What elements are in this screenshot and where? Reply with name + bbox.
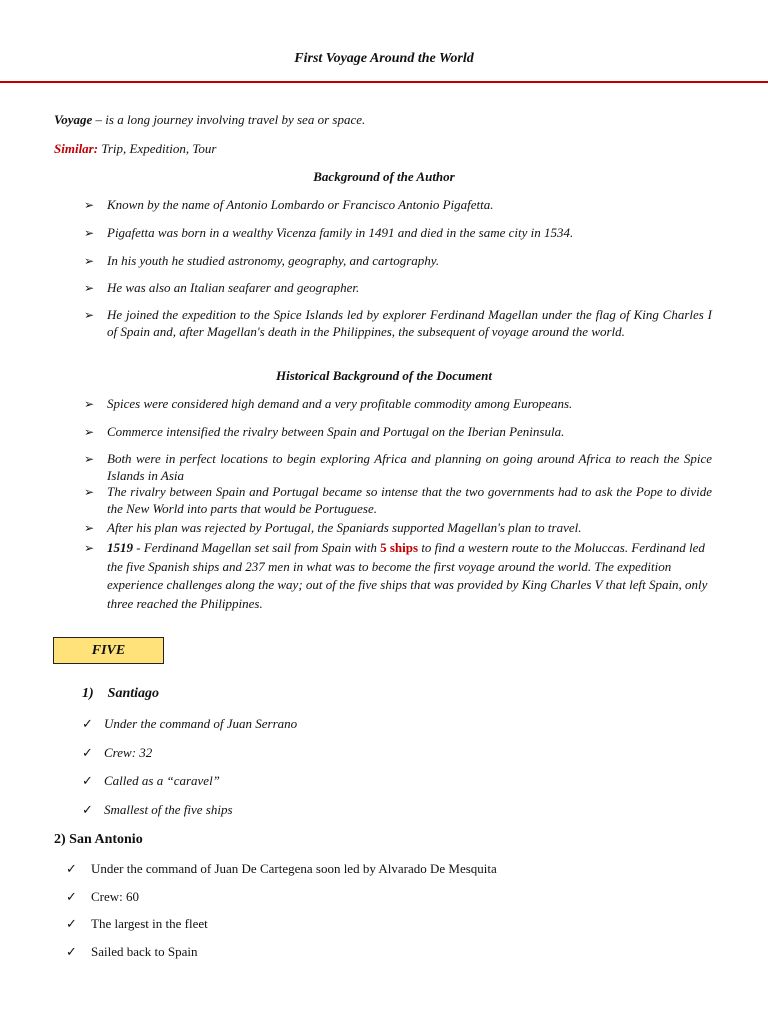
document-title: First Voyage Around the World [294,51,474,66]
list-item-text: After his plan was rejected by Portugal, the Spaniards supported Magellan's plan to travel. [107,520,582,535]
definition-line [54,112,365,128]
list-item [84,484,712,517]
arrowhead-bullet-icon: ➢ [84,452,95,466]
arrowhead-bullet-icon: ➢ [84,226,95,240]
list-item: ✓ Crew: 32 [82,745,153,760]
arrowhead-bullet-icon: ➢ [84,198,95,212]
header-rule [0,81,768,83]
list-item-text: Spices were considered high demand and a very profitable commodity among Europeans. [107,396,573,411]
ship-title: 2) San Antonio [54,832,143,847]
arrowhead-bullet-icon: ➢ [84,397,95,411]
list-item: ✓ Under the command of Juan Serrano [82,716,298,731]
checkmark-icon: ✓ [66,916,77,931]
list-item-text: He joined the expedition to the Spice Islands led by explorer Ferdinand Magellan under the flag of King Charles I of Spain and, after Magellan's death in the Philippines, the subsequent of voyage around the world. [107,307,712,339]
similar-label: Similar: [54,141,99,156]
author-heading: Background of the Author [313,169,455,184]
list-item-text: Known by the name of Antonio Lombardo or Francisco Antonio Pigafetta. [107,197,494,212]
list-item-text: The rivalry between Spain and Portugal became so intense that the two governments had to ask the Pope to divide the New World into parts that would be Portuguese. [107,484,712,516]
checkmark-icon: ✓ [82,773,93,788]
list-item-text: Pigafetta was born in a wealthy Vicenza family in 1491 and died in the same city in 1534. [107,225,574,240]
list-item-text: In his youth he studied astronomy, geography, and cartography. [107,253,440,268]
year-label: 1519 [107,540,133,555]
list-item-text: Both were in perfect locations to begin exploring Africa and planning on going around Africa to reach the Spice Islands in Asia [107,451,712,483]
list-item [84,451,712,484]
list-item [84,197,712,214]
list-item-text: He was also an Italian seafarer and geographer. [107,280,360,295]
ship-title: 1) Santiago [82,686,160,701]
list-item: ✓ Sailed back to Spain [66,944,198,959]
list-item-text: Commerce intensified the rivalry between Spain and Portugal on the Iberian Peninsula. [107,424,565,439]
ships-highlight: 5 ships [380,540,419,555]
arrowhead-bullet-icon: ➢ [84,425,95,439]
checkmark-icon: ✓ [66,861,77,876]
list-item [84,396,712,413]
document-heading: Historical Background of the Document [276,368,492,383]
checkmark-icon: ✓ [82,802,93,817]
list-item [84,539,712,613]
list-item [84,253,712,270]
list-item: ✓ Under the command of Juan De Cartegena soon led by Alvarado De Mesquita [66,861,497,876]
list-item [84,280,712,297]
arrowhead-bullet-icon: ➢ [84,541,95,555]
similar-text: Trip, Expedition, Tour [98,141,217,156]
checkmark-icon: ✓ [82,716,93,731]
checkmark-icon: ✓ [66,944,77,959]
arrowhead-bullet-icon: ➢ [84,254,95,268]
list-item [84,520,712,537]
arrowhead-bullet-icon: ➢ [84,521,95,535]
similar-line [54,141,216,157]
list-item [84,225,712,242]
definition-term: Voyage [54,112,93,127]
list-item-text: 1519 - Ferdinand Magellan set sail from Spain with 5 ships to find a western route to the Moluccas. Ferdinand led the five Spanish ships and 237 men in what was to become the first voyage around the world. The expedition experience challenges along the way; out of the five ships that was provided by King Charles V that left Spain, only three reached the Philippines. [107,540,708,611]
list-item [84,424,712,441]
arrowhead-bullet-icon: ➢ [84,281,95,295]
checkmark-icon: ✓ [82,745,93,760]
list-item: ✓ Crew: 60 [66,889,140,904]
list-item: ✓ Smallest of the five ships [82,802,233,817]
list-item: ✓ The largest in the fleet [66,916,208,931]
arrowhead-bullet-icon: ➢ [84,485,95,499]
list-item: ✓ Called as a “caravel” [82,773,220,788]
arrowhead-bullet-icon: ➢ [84,308,95,322]
checkmark-icon: ✓ [66,889,77,904]
list-item [84,307,712,340]
five-label-box: FIVE [53,637,164,664]
definition-text: – is a long journey involving travel by sea or space. [92,112,366,127]
